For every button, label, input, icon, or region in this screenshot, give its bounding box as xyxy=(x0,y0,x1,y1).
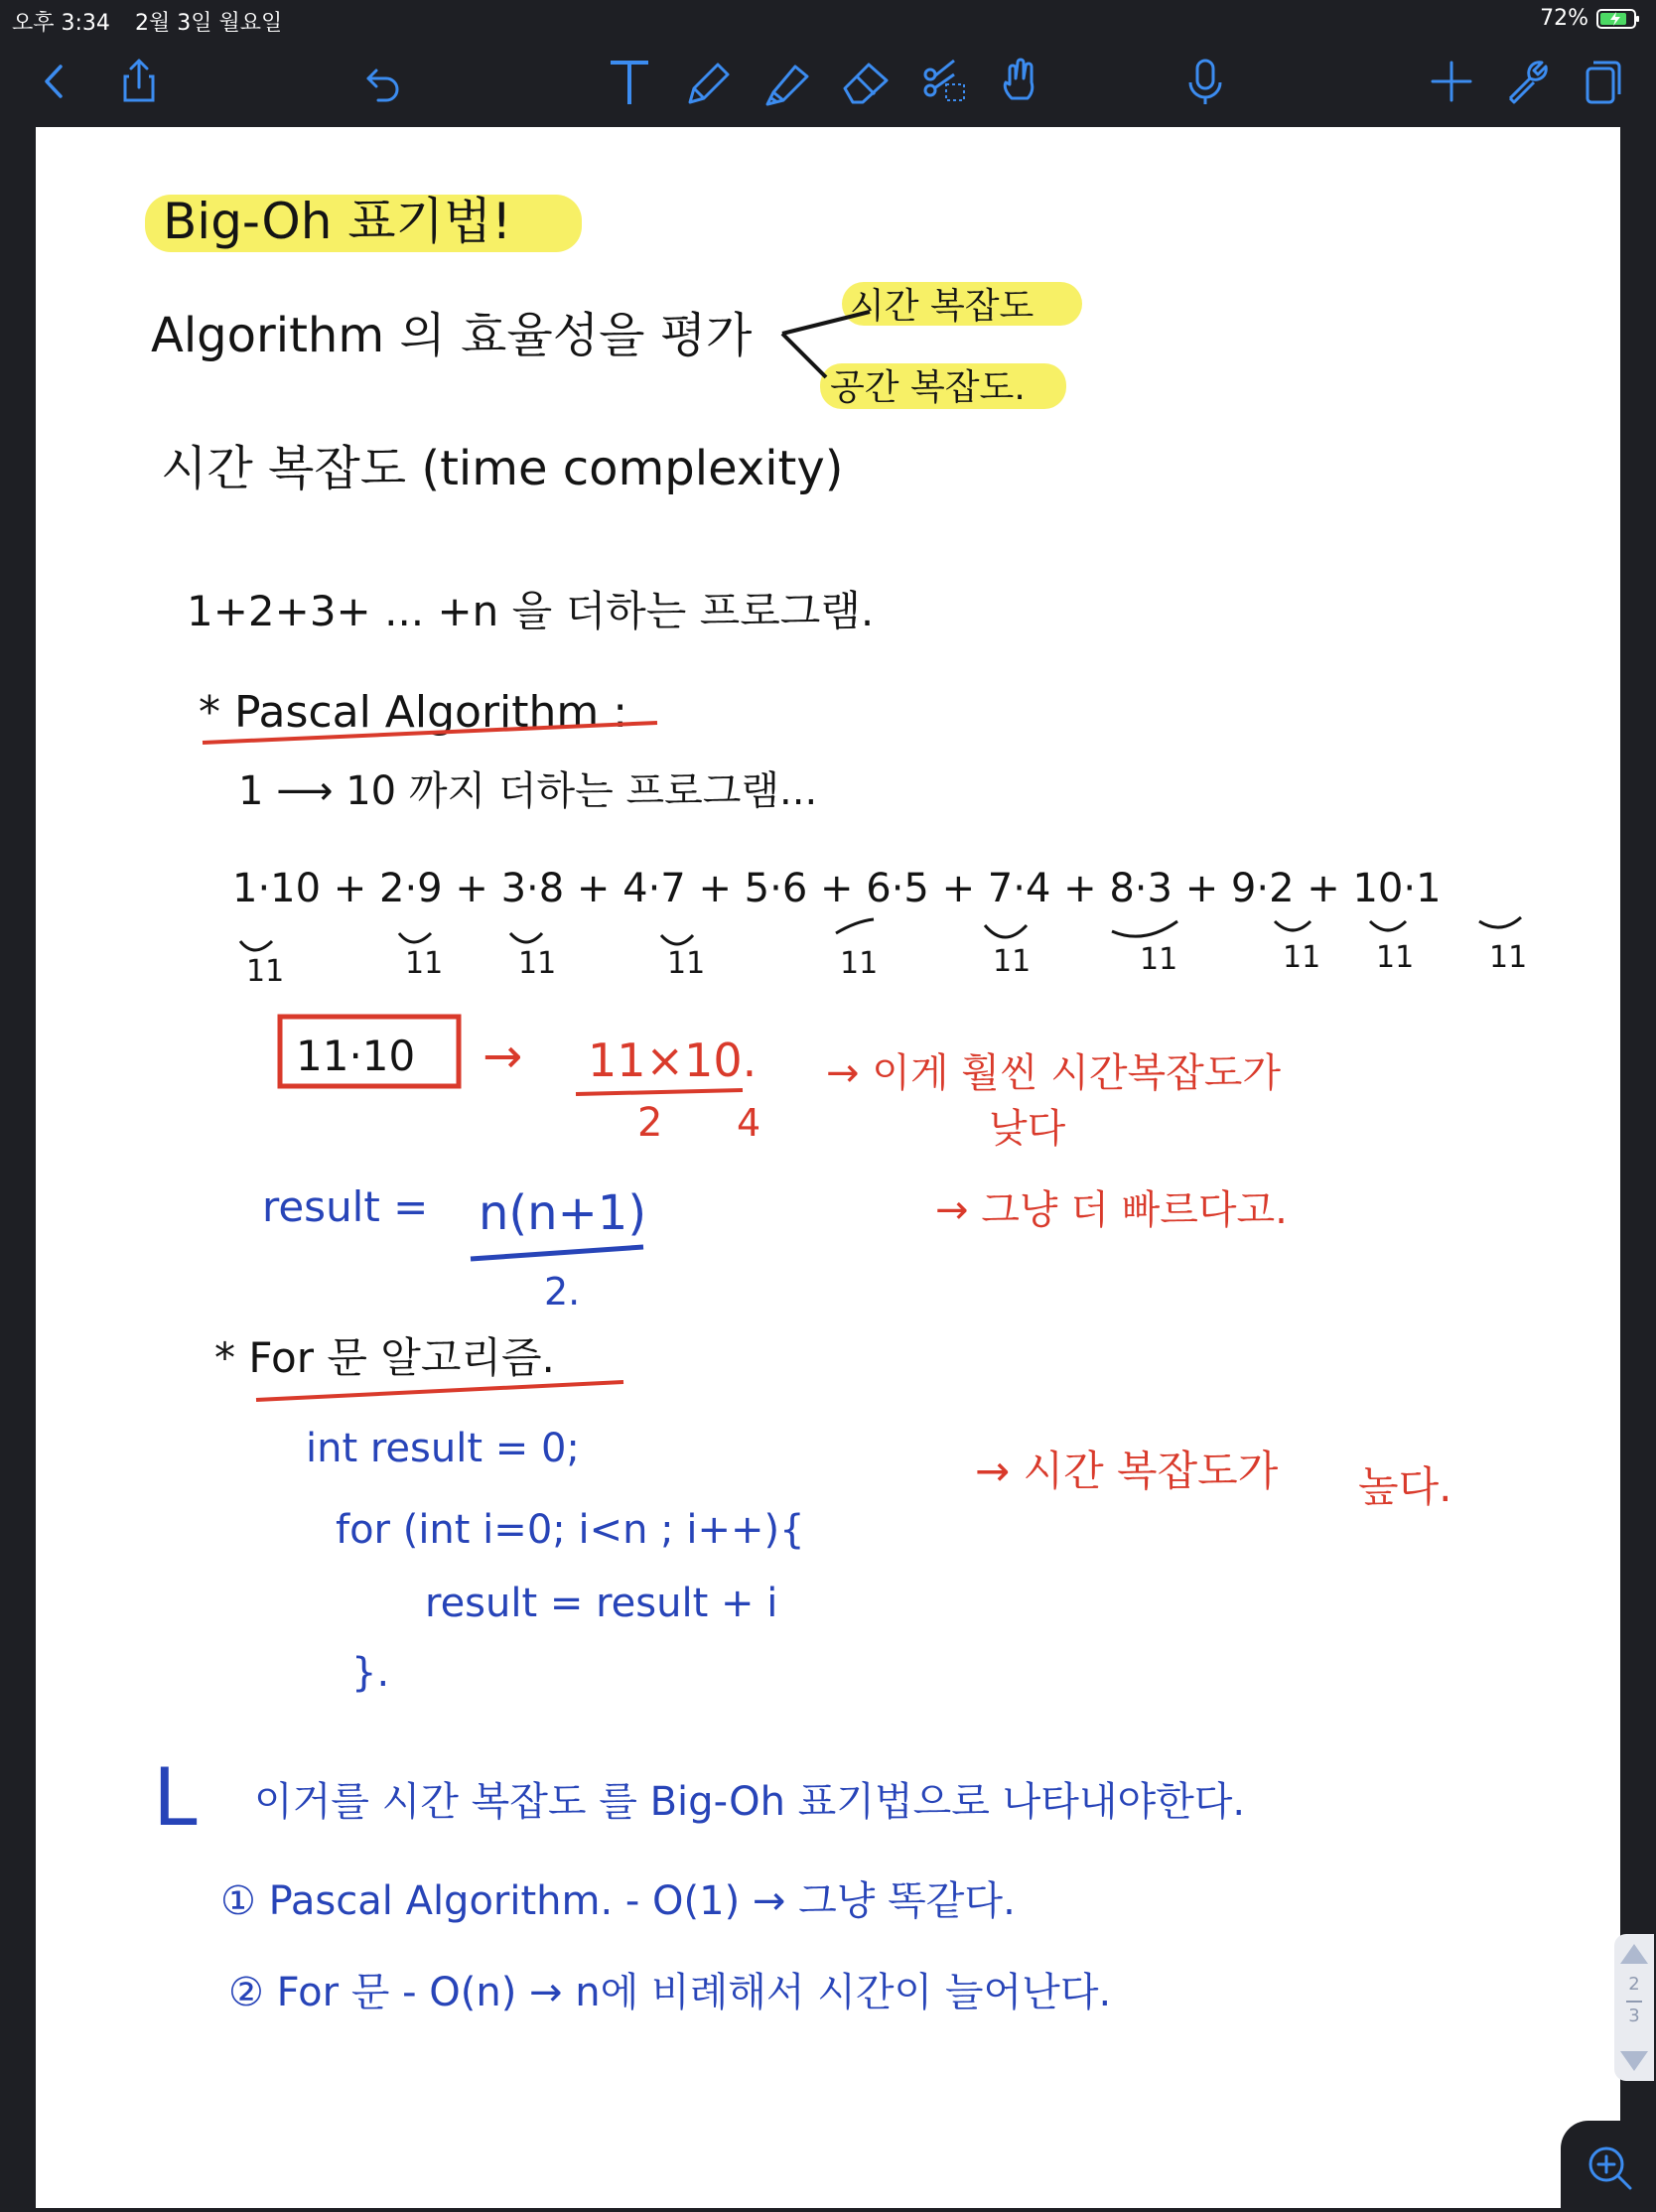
eleven-8: 11 xyxy=(1283,940,1321,975)
share-icon xyxy=(112,55,166,108)
red-note-1b: 낮다 xyxy=(989,1106,1066,1152)
eleven-2: 11 xyxy=(405,946,444,981)
zoom-button[interactable] xyxy=(1561,2121,1656,2208)
add-page-icon xyxy=(1425,55,1478,108)
current-page-number: 2 xyxy=(1628,1974,1640,1995)
red-note-3a: → 시간 복잡도가 xyxy=(975,1447,1279,1495)
red-note-2: → 그냥 더 빠르다고. xyxy=(935,1187,1288,1233)
text-tool-icon xyxy=(603,55,656,108)
eraser-tool-button[interactable] xyxy=(836,52,896,111)
status-date: 2월 3일 월요일 xyxy=(135,11,283,36)
handwritten-note xyxy=(36,127,1620,2208)
eleven-6: 11 xyxy=(993,944,1032,979)
fraction-mark: 4 xyxy=(737,1101,761,1145)
code-line-4: }. xyxy=(351,1650,390,1696)
eleven-1: 11 xyxy=(246,954,285,989)
hand-pointer-icon xyxy=(994,55,1047,108)
pascal-desc: 1 ⟶ 10 까지 더하는 프로그램... xyxy=(238,768,818,814)
result-numerator: n(n+1) xyxy=(479,1185,647,1241)
highlighter-tool-button[interactable] xyxy=(757,52,816,111)
pages-overview-icon xyxy=(1576,55,1629,108)
pages-overview-button[interactable] xyxy=(1573,52,1632,111)
status-time: 오후 3:34 xyxy=(12,11,110,36)
zoom-in-icon xyxy=(1561,2121,1656,2208)
eleven-10: 11 xyxy=(1489,940,1528,975)
note-page[interactable] xyxy=(36,127,1620,2208)
branch-time: 시간 복잡도 xyxy=(850,286,1035,327)
eraser-icon xyxy=(839,55,893,108)
toolbar xyxy=(0,40,1656,127)
code-line-2: for (int i=0; i<n ; i++){ xyxy=(336,1507,805,1553)
result-denominator: 2. xyxy=(544,1270,581,1313)
pascal-heading: * Pascal Algorithm : xyxy=(199,687,628,738)
red-note-1a: → 이게 훨씬 시간복잡도가 xyxy=(826,1050,1282,1096)
note-title: Big-Oh 표기법! xyxy=(163,193,512,250)
code-line-3: result = result + i xyxy=(425,1581,778,1626)
red-note-3b: 높다. xyxy=(1358,1462,1452,1511)
page-up-icon[interactable] xyxy=(1620,1944,1648,1964)
settings-button[interactable] xyxy=(1497,52,1557,111)
back-icon xyxy=(27,55,80,108)
hand-tool-button[interactable] xyxy=(991,52,1050,111)
conclusion-mark: L xyxy=(153,1751,198,1844)
battery-icon xyxy=(1596,9,1640,29)
sum-line: 1+2+3+ ... +n 을 더하는 프로그램. xyxy=(187,587,875,635)
add-page-button[interactable] xyxy=(1422,52,1481,111)
eleven-9: 11 xyxy=(1376,940,1415,975)
boxed-result: 11·10 xyxy=(296,1032,416,1080)
microphone-icon xyxy=(1178,55,1232,108)
eleven-3: 11 xyxy=(518,946,557,981)
pen-tool-button[interactable] xyxy=(677,52,737,111)
conclusion-line: 이거를 시간 복잡도 를 Big-Oh 표기법으로 나타내야한다. xyxy=(254,1779,1246,1825)
battery-percent: 72% xyxy=(1540,6,1588,31)
arrow-to-fraction: → xyxy=(483,1029,523,1084)
time-heading: 시간 복잡도 (time complexity) xyxy=(161,441,844,496)
text-tool-button[interactable] xyxy=(600,52,659,111)
undo-icon xyxy=(356,55,410,108)
highlighter-icon xyxy=(759,55,813,108)
note-alg-line: Algorithm 의 효율성을 평가 xyxy=(151,308,753,363)
for-heading: * For 문 알고리즘. xyxy=(214,1333,555,1382)
eleven-7: 11 xyxy=(1140,942,1178,977)
branch-space: 공간 복잡도. xyxy=(830,367,1026,408)
eleven-4: 11 xyxy=(667,946,706,981)
status-bar xyxy=(0,0,1656,40)
lasso-scissors-icon xyxy=(918,55,972,108)
code-line-1: int result = 0; xyxy=(306,1426,580,1471)
share-button[interactable] xyxy=(109,52,169,111)
eleven-5: 11 xyxy=(840,946,879,981)
for-underline xyxy=(256,1382,623,1400)
settings-wrench-icon xyxy=(1500,55,1554,108)
lasso-tool-button[interactable] xyxy=(915,52,975,111)
fraction-bar xyxy=(576,1090,743,1094)
back-button[interactable] xyxy=(24,52,83,111)
page-number-divider xyxy=(1626,2001,1642,2003)
fraction-top: 11×10. xyxy=(588,1034,758,1087)
conclusion-item-1: ① Pascal Algorithm. - O(1) → 그냥 똑같다. xyxy=(220,1878,1016,1924)
undo-button[interactable] xyxy=(353,52,413,111)
page-scroller[interactable] xyxy=(1614,1934,1654,2081)
pen-icon xyxy=(680,55,734,108)
total-page-number: 3 xyxy=(1628,2005,1640,2026)
conclusion-item-2: ② For 문 - O(n) → n에 비례해서 시간이 늘어난다. xyxy=(228,1970,1112,2015)
microphone-button[interactable] xyxy=(1175,52,1235,111)
result-fraction-bar xyxy=(471,1247,643,1259)
elevens-row xyxy=(246,940,1527,989)
fraction-bottom: 2 xyxy=(637,1100,663,1146)
pairs-line: 1·10 + 2·9 + 3·8 + 4·7 + 5·6 + 6·5 + 7·4 + 8·3 + 9·2 + 10·1 xyxy=(232,866,1442,911)
page-down-icon[interactable] xyxy=(1620,2051,1648,2071)
result-label: result = xyxy=(262,1182,429,1231)
